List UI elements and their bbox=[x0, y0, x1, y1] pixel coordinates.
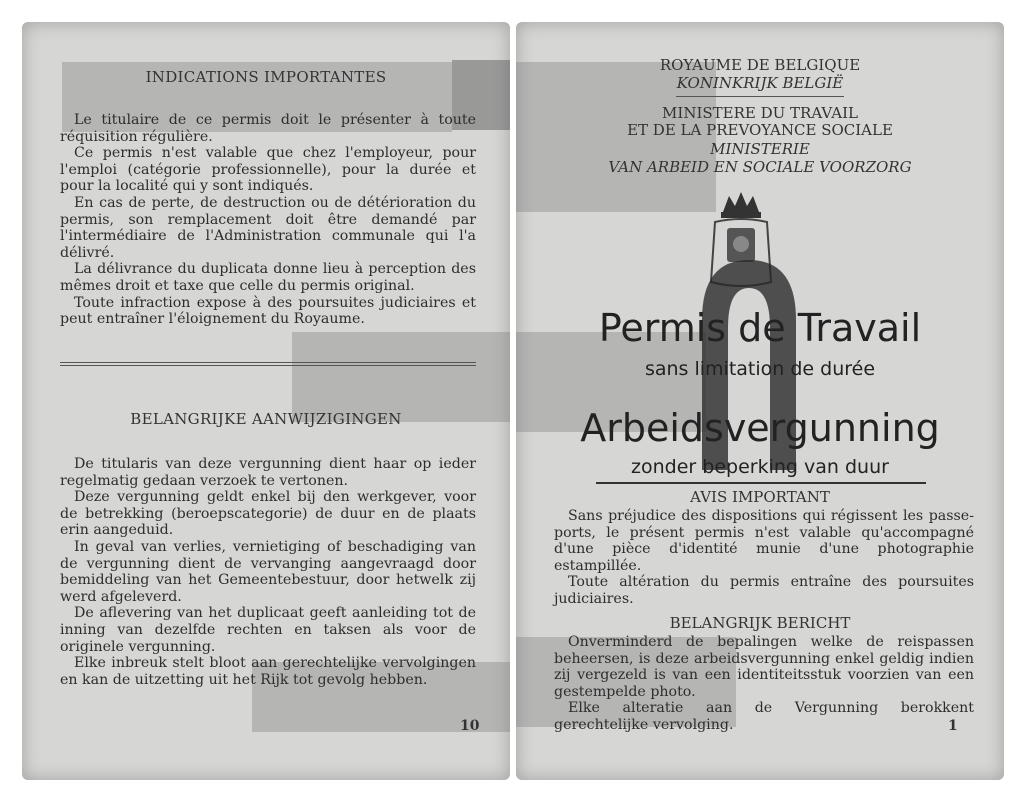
subtitle-nl: zonder beperking van duur bbox=[631, 456, 889, 478]
ministry-fr-line2: ET DE LA PREVOYANCE SOCIALE bbox=[627, 121, 893, 139]
page-number: 10 bbox=[460, 718, 480, 734]
tape-strip bbox=[292, 332, 510, 422]
notice-heading-nl: BELANGRIJK BERICHT bbox=[669, 614, 851, 632]
notice-heading-fr: AVIS IMPORTANT bbox=[690, 488, 830, 506]
ministry-nl-line1: MINISTERIE bbox=[710, 140, 810, 158]
paragraph: In geval van verlies, vernietiging of beschadiging van de vergunning dient de vervanging aangevraagd door bemiddeling van het Gemeentebestuur, door hetwelk zij werd afgeleverd. bbox=[60, 538, 476, 605]
paragraph: Sans préjudice des dispositions qui régissent les passe-ports, le présent permis n'est valable qu'accompagné d'une pièce d'identité munie d'une photographie estampillée. bbox=[554, 508, 974, 574]
divider-rule bbox=[60, 362, 476, 366]
paragraph: En cas de perte, de destruction ou de détérioration du permis, son remplacement doit être demandé par l'intermédiaire de l'Administration communale qui l'a délivré. bbox=[60, 194, 476, 261]
title-fr: Permis de Travail bbox=[598, 306, 922, 350]
header-rule bbox=[676, 96, 844, 97]
notice-fr bbox=[554, 508, 974, 608]
paragraph: Toute altération du permis entraîne des poursuites judiciaires. bbox=[554, 574, 974, 607]
left-page bbox=[22, 22, 510, 780]
paragraph: Deze vergunning geldt enkel bij den werkgever, voor de betrekking (beroepscategorie) de duur en de plaats erin aangeduid. bbox=[60, 489, 476, 539]
paragraph: Le titulaire de ce permis doit le présenter à toute réquisition régulière. bbox=[60, 112, 476, 145]
paragraphs-nl bbox=[60, 456, 476, 688]
kingdom-nl: KONINKRIJK BELGIË bbox=[676, 74, 844, 92]
ministry-nl-line2: VAN ARBEID EN SOCIALE VOORZORG bbox=[608, 158, 912, 176]
paragraph: Onverminderd de bepalingen welke de reispassen beheersen, is deze arbeidsvergunning enkel geldig indien zij vergezeld is van een identiteitsstuk voorzien van een gestempelde photo. bbox=[554, 634, 974, 700]
right-page bbox=[516, 22, 1004, 780]
title-rule bbox=[596, 482, 926, 484]
paragraph: De titularis van deze vergunning dient haar op ieder regelmatig gedaan verzoek te vertonen. bbox=[60, 456, 476, 489]
paragraph: Elke inbreuk stelt bloot aan gerechtelijke vervolgingen en kan de uitzetting uit het Rijk tot gevolg hebben. bbox=[60, 655, 476, 688]
heading-fr: INDICATIONS IMPORTANTES bbox=[145, 68, 387, 86]
paragraph: Toute infraction expose à des poursuites judiciaires et peut entraîner l'éloignement du Royaume. bbox=[60, 294, 476, 328]
heading-nl: BELANGRIJKE AANWIJZIGINGEN bbox=[130, 410, 402, 428]
paragraphs-fr bbox=[60, 112, 476, 328]
subtitle-fr: sans limitation de durée bbox=[644, 358, 876, 380]
ministry-fr-line1: MINISTERE DU TRAVAIL bbox=[662, 104, 858, 122]
paragraph: De aflevering van het duplicaat geeft aanleiding tot de inning van dezelfde rechten en taksen als voor de originele vergunning. bbox=[60, 605, 476, 655]
title-nl: Arbeidsvergunning bbox=[580, 406, 940, 450]
paragraph: Elke alteratie aan de Vergunning berokkent gerechtelijke vervolging. bbox=[554, 700, 974, 733]
kingdom-fr: ROYAUME DE BELGIQUE bbox=[659, 56, 861, 74]
notice-nl bbox=[554, 634, 974, 734]
page-number: 1 bbox=[948, 718, 958, 734]
paragraph: La délivrance du duplicata donne lieu à perception des mêmes droit et taxe que celle du permis original. bbox=[60, 261, 476, 294]
paragraph: Ce permis n'est valable que chez l'employeur, pour l'emploi (catégorie professionnelle), pour la durée et pour la localité qui y sont indiqués. bbox=[60, 145, 476, 195]
